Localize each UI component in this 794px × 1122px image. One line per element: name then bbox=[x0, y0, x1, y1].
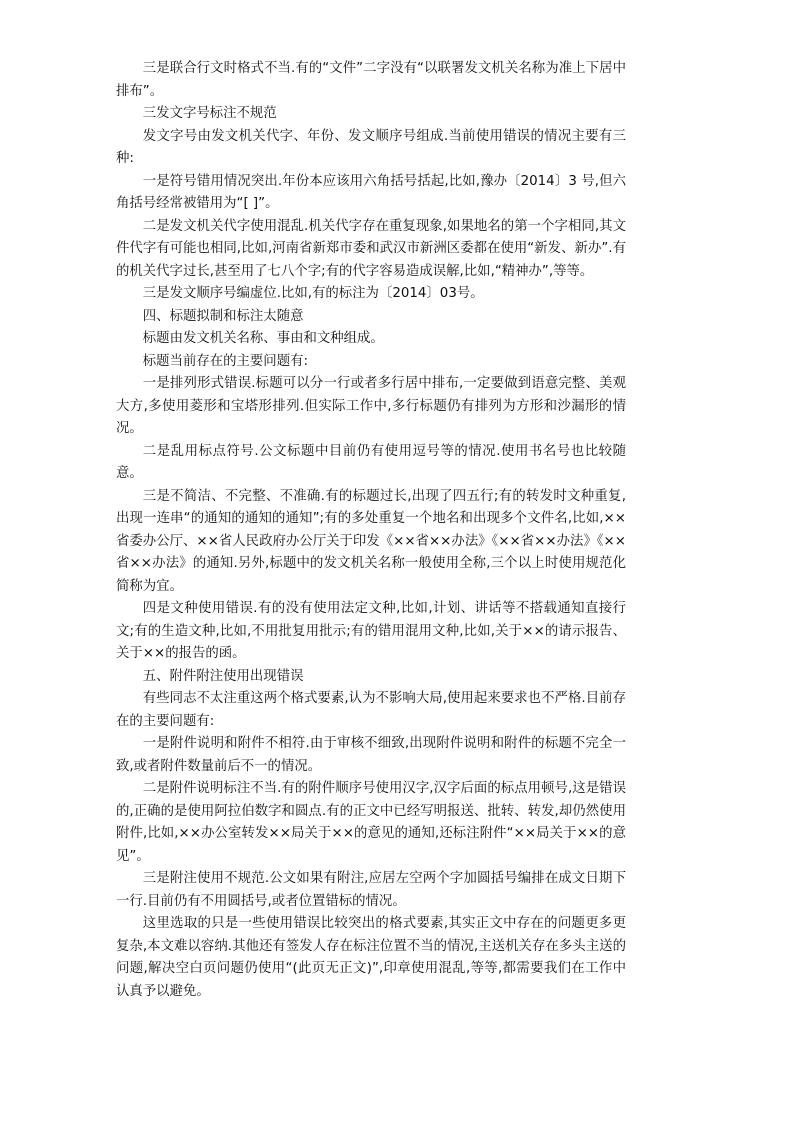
document-body bbox=[116, 58, 626, 1003]
paragraph-attachment-marking: 二是附件说明标注不当.有的附件顺序号使用汉字,汉字后面的标点用顿号,这是错误的,正确的是使用阿拉伯数字和圆点.有的正文中已经写明报送、批转、转发,却仍然使用附件,比如,××办公室转发××局关于××的意见的通知,还标注附件“××局关于××的意见”。 bbox=[116, 781, 626, 864]
paragraph-symbol-misuse: 一是符号错用情况突出.年份本应该用六角括号括起,比如,豫办〔2014〕3 号,但六角括号经常被错用为“[ ]”。 bbox=[116, 173, 626, 211]
paragraph-attachment-mismatch: 一是附件说明和附件不相符.由于审核不细致,出现附件说明和附件的标题不完全一致,或者附件数量前后不一的情况。 bbox=[116, 736, 626, 774]
paragraph-sequence-number: 三是发文顺序号编虚位.比如,有的标注为〔2014〕03号。 bbox=[142, 286, 484, 301]
paragraph-agency-code: 二是发文机关代字使用混乱.机关代字存在重复现象,如果地名的第一个字相同,其文件代字有可能也相同,比如,河南省新郑市委和武汉市新洲区委都在使用“新发、新办”.有的机关代字过长,甚至用了七八个字;有的代字容易造成误解,比如,“精神办”,等等。 bbox=[116, 218, 626, 279]
paragraph-attachments-intro: 有些同志不太注重这两个格式要素,认为不影响大局,使用起来要求也不严格.目前存在的主要问题有: bbox=[116, 691, 626, 729]
section-heading-title: 四、标题拟制和标注太随意 bbox=[142, 308, 304, 324]
paragraph-title-layout: 一是排列形式错误.标题可以分一行或者多行居中排布,一定要做到语意完整、美观大方,多使用菱形和宝塔形排列.但实际工作中,多行标题仍有排列为方形和沙漏形的情况。 bbox=[116, 376, 626, 436]
paragraph-title-composition: 标题由发文机关名称、事由和文种组成。 bbox=[142, 331, 384, 346]
section-heading-attachments: 五、附件附注使用出现错误 bbox=[142, 668, 304, 684]
paragraph-title-concise: 三是不简洁、不完整、不准确.有的标题过长,出现了四五行;有的转发时文种重复,出现一连串“的通知的通知的通知”;有的多处重复一个地名和出现多个文件名,比如,××省委办公厅、××省人民政府办公厅关于印发《××省××办法》《××省××办法》《××省××办法》的通知.另外,标题中的发文机关名称一般使用全称,三个以上时使用规范化简称为宜。 bbox=[116, 488, 626, 594]
paragraph-title-doctype: 四是文种使用错误.有的没有使用法定文种,比如,计划、讲话等不搭载通知直接行文;有的生造文种,比如,不用批复用批示;有的错用混用文种,比如,关于××的请示报告、关于××的报告的函。 bbox=[116, 601, 626, 661]
paragraph-title-punctuation: 二是乱用标点符号.公文标题中目前仍有使用逗号等的情况.使用书名号也比较随意。 bbox=[116, 443, 626, 481]
paragraph-title-problems-intro: 标题当前存在的主要问题有: bbox=[142, 353, 308, 369]
section-heading-doc-number: 三发文字号标注不规范 bbox=[142, 106, 277, 121]
paragraph-annotation: 三是附注使用不规范.公文如果有附注,应居左空两个字加圆括号编排在成文日期下一行.目前仍有不用圆括号,或者位置错标的情况。 bbox=[116, 871, 626, 909]
paragraph-conclusion: 这里选取的只是一些使用错误比较突出的格式要素,其实正文中存在的问题更多更复杂,本文难以容纳.其他还有签发人存在标注位置不当的情况,主送机关存在多头主送的问题,解决空白页问题仍使用“(此页无正文)”,印章使用混乱,等等,都需要我们在工作中认真予以避免。 bbox=[116, 916, 626, 999]
paragraph-doc-number-intro: 发文字号由发文机关代字、年份、发文顺序号组成.当前使用错误的情况主要有三种: bbox=[116, 128, 626, 166]
paragraph-joint-format: 三是联合行文时格式不当.有的“文件”二字没有“以联署发文机关名称为准上下居中排布”。 bbox=[116, 61, 626, 99]
